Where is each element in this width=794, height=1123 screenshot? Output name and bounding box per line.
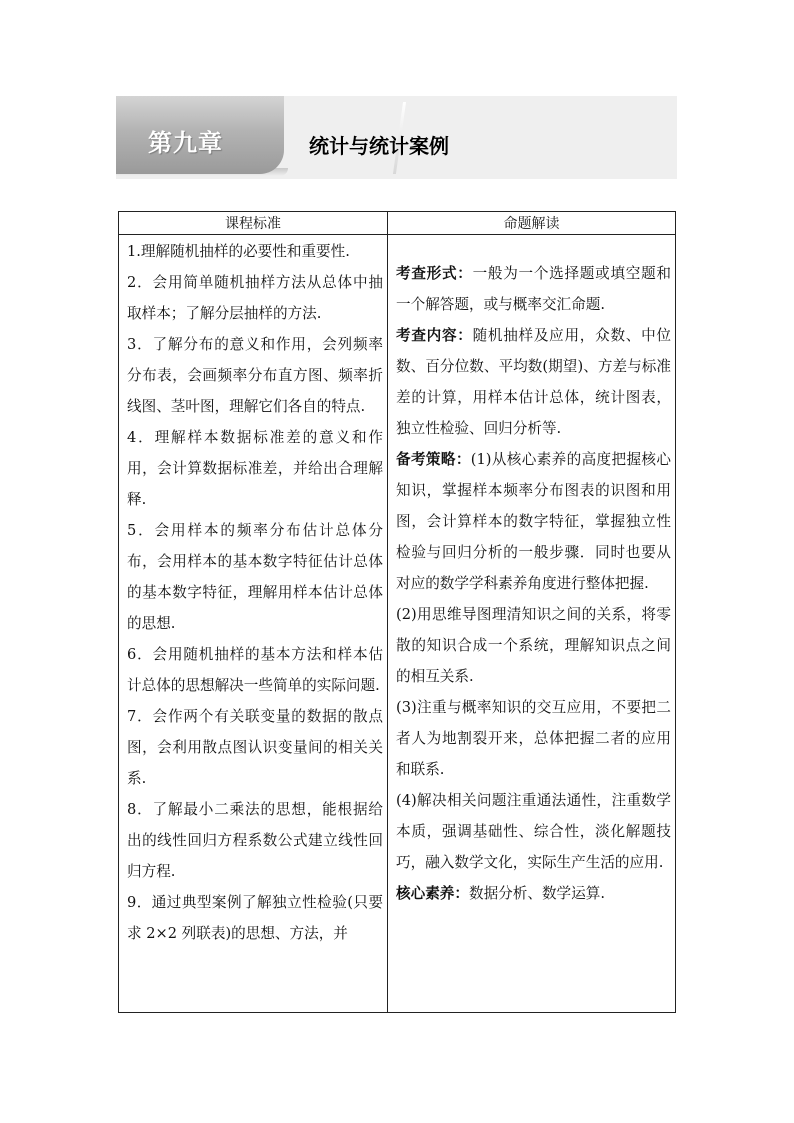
interpretation-item: [396, 444, 671, 599]
interpretation-label: 考查形式：: [396, 265, 473, 282]
interpretation-item: [396, 785, 671, 878]
interpretation-list: [388, 235, 675, 909]
standard-item: 1.理解随机抽样的必要性和重要性.: [127, 243, 350, 260]
interpretation-label: 考查内容：: [396, 327, 473, 344]
interpretation-item: [396, 320, 671, 444]
curriculum-table: [118, 211, 676, 1013]
table-row: [119, 235, 676, 1013]
interpretation-item: [396, 878, 671, 909]
interpretation-text: (4)解决相关问题注重通法通性，注重数学本质，强调基础性、综合性，淡化解题技巧，融入数学文化，实际生产生活的应用.: [396, 792, 671, 871]
interpretation-item: [396, 599, 671, 692]
standard-item: 3．了解分布的意义和作用，会列频率分布表，会画频率分布直方图、频率折线图、茎叶图，理解它们各自的特点.: [127, 336, 383, 415]
interpretation-label: 核心素养：: [396, 885, 469, 902]
interpretation-label: 备考策略：: [396, 451, 471, 468]
interpretation-text: (1)从核心素养的高度把握核心知识，掌握样本频率分布图表的识图和用图，会计算样本的数字特征，掌握独立性检验与回归分析的一般步骤．同时也要从对应的数学学科素养角度进行整体把握.: [396, 451, 671, 592]
standard-item: 4．理解样本数据标准差的意义和作用，会计算数据标准差，并给出合理解释.: [127, 429, 383, 508]
interpretation-cell: [388, 235, 676, 1013]
interpretation-item: [396, 692, 671, 785]
header-interpretation: 命题解读: [388, 212, 676, 235]
interpretation-text: (3)注重与概率知识的交互应用，不要把二者人为地割裂开来，总体把握二者的应用和联系.: [396, 699, 671, 778]
standard-item: 2．会用简单随机抽样方法从总体中抽取样本；了解分层抽样的方法.: [127, 274, 383, 322]
chapter-banner: [116, 96, 677, 179]
standard-item: 6．会用随机抽样的基本方法和样本估计总体的思想解决一些简单的实际问题.: [127, 646, 383, 694]
chapter-title: 统计与统计案例: [309, 134, 449, 158]
interpretation-text: 数据分析、数学运算.: [468, 885, 605, 902]
interpretation-text: 随机抽样及应用，众数、中位数、百分位数、平均数(期望)、方差与标准差的计算，用样本估计总体，统计图表，独立性检验、回归分析等.: [396, 327, 671, 437]
standard-item: 8．了解最小二乘法的思想，能根据给出的线性回归方程系数公式建立线性回归方程.: [127, 801, 383, 880]
standard-item: 9．通过典型案例了解独立性检验(只要求 2×2 列联表)的思想、方法，并: [127, 894, 383, 942]
interpretation-item: [396, 258, 671, 320]
standards-cell: [119, 235, 388, 1013]
standard-item: 7．会作两个有关联变量的数据的散点图，会利用散点图认识变量间的相关关系.: [127, 708, 383, 787]
header-course-standard: 课程标准: [119, 212, 388, 235]
standards-list: [119, 235, 387, 949]
interpretation-text: 一般为一个选择题或填空题和一个解答题，或与概率交汇命题.: [396, 265, 671, 313]
table-header-row: [119, 212, 676, 235]
chapter-number: 第九章: [148, 129, 223, 157]
standard-item: 5．会用样本的频率分布估计总体分布，会用样本的基本数字特征估计总体的基本数字特征，理解用样本估计总体的思想.: [127, 522, 383, 632]
interpretation-text: (2)用思维导图理清知识之间的关系，将零散的知识合成一个系统，理解知识点之间的相互关系.: [396, 606, 671, 685]
